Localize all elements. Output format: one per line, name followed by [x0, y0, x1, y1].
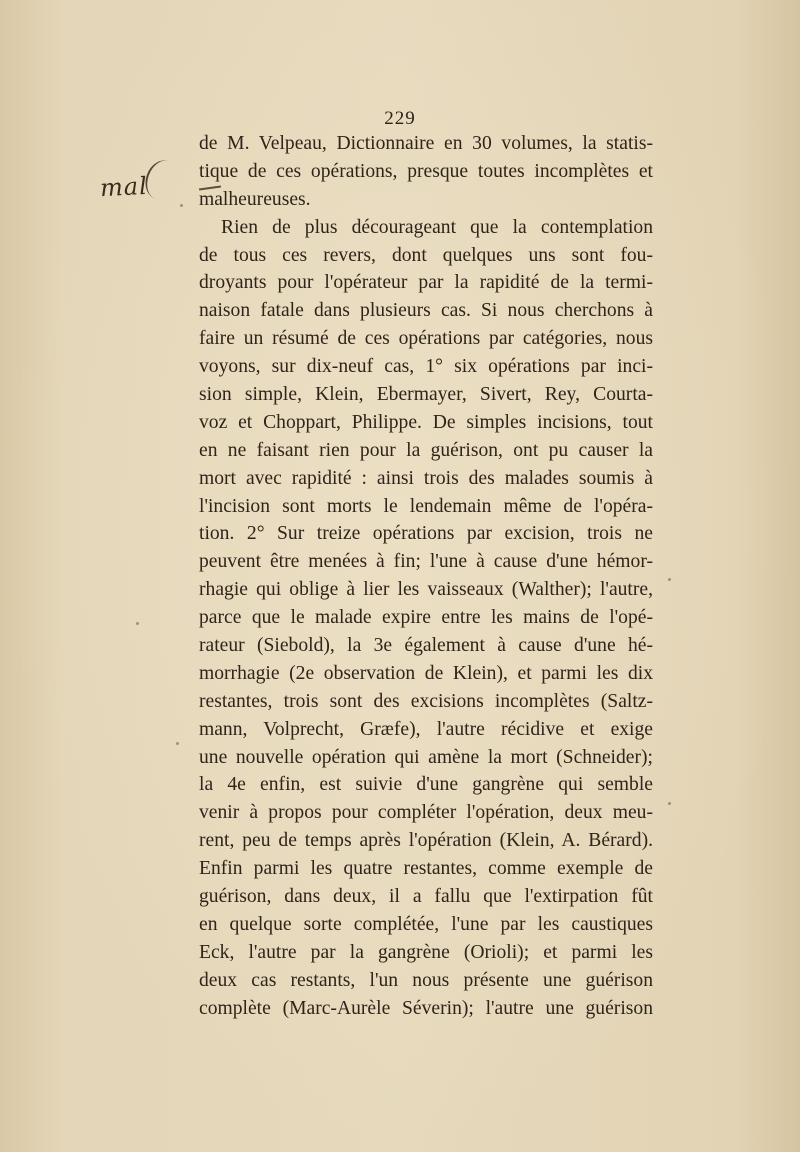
text-line: complète (Marc-Aurèle Séverin); l'autre une guérison	[199, 997, 653, 1019]
handwritten-margin-note: mal	[99, 171, 149, 203]
text-line: naison fatale dans plusieurs cas. Si nous cherchons à	[199, 300, 653, 322]
text-line: mort avec rapidité : ainsi trois des malades soumis à	[199, 467, 653, 489]
page-number: 229	[384, 108, 416, 129]
paper-speck	[668, 802, 671, 805]
text-line: la 4e enfin, est suivie d'une gangrène qui semble	[199, 774, 653, 796]
paper-speck	[136, 622, 139, 625]
text-line: peuvent être menées à fin; l'une à cause d'une hémor-	[199, 551, 653, 573]
text-line: de M. Velpeau, Dictionnaire en 30 volumes, la statis-	[199, 133, 653, 154]
text-line: Eck, l'autre par la gangrène (Orioli); et parmi les	[199, 941, 653, 963]
text-line: morrhagie (2e observation de Klein), et parmi les dix	[199, 662, 653, 684]
text-line: restantes, trois sont des excisions incomplètes (Saltz-	[199, 690, 653, 712]
text-line: Rien de plus décourageant que la contemplation	[221, 216, 653, 238]
paper-speck	[180, 204, 183, 207]
text-line: malheureuses.	[199, 188, 311, 210]
text-line: rent, peu de temps après l'opération (Klein, A. Bérard).	[199, 830, 653, 852]
text-line: en ne faisant rien pour la guérison, ont pu causer la	[199, 439, 653, 461]
text-line: sion simple, Klein, Ebermayer, Sivert, Rey, Courta-	[199, 384, 653, 406]
text-line: rhagie qui oblige à lier les vaisseaux (Walther); l'autre,	[199, 579, 653, 601]
text-line: guérison, dans deux, il a fallu que l'extirpation fût	[199, 886, 653, 908]
text-line: tique de ces opérations, presque toutes incomplètes et	[199, 160, 653, 182]
text-line: parce que le malade expire entre les mains de l'opé-	[199, 607, 653, 629]
text-line: rateur (Siebold), la 3e également à cause d'une hé-	[199, 635, 653, 657]
paper-speck	[668, 578, 671, 581]
text-line: tion. 2° Sur treize opérations par excision, trois ne	[199, 523, 653, 545]
text-line: mann, Volprecht, Græfe), l'autre récidive et exige	[199, 718, 653, 740]
text-line: de tous ces revers, dont quelques uns sont fou-	[199, 244, 653, 266]
text-line: en quelque sorte complétée, l'une par les caustiques	[199, 913, 653, 935]
text-line: voz et Choppart, Philippe. De simples incisions, tout	[199, 411, 653, 433]
text-line: venir à propos pour compléter l'opération, deux meu-	[199, 802, 653, 824]
text-line: deux cas restants, l'un nous présente une guérison	[199, 969, 653, 991]
text-line: voyons, sur dix-neuf cas, 1° six opérations par inci-	[199, 356, 653, 378]
body-text	[199, 130, 653, 1023]
text-line: une nouvelle opération qui amène la mort (Schneider);	[199, 746, 653, 768]
text-line: droyants pour l'opérateur par la rapidité de la termi-	[199, 272, 653, 294]
text-line: faire un résumé de ces opérations par catégories, nous	[199, 328, 653, 350]
text-line: Enfin parmi les quatre restantes, comme exemple de	[199, 858, 653, 880]
text-line: l'incision sont morts le lendemain même de l'opéra-	[199, 495, 653, 517]
paper-speck	[176, 742, 179, 745]
